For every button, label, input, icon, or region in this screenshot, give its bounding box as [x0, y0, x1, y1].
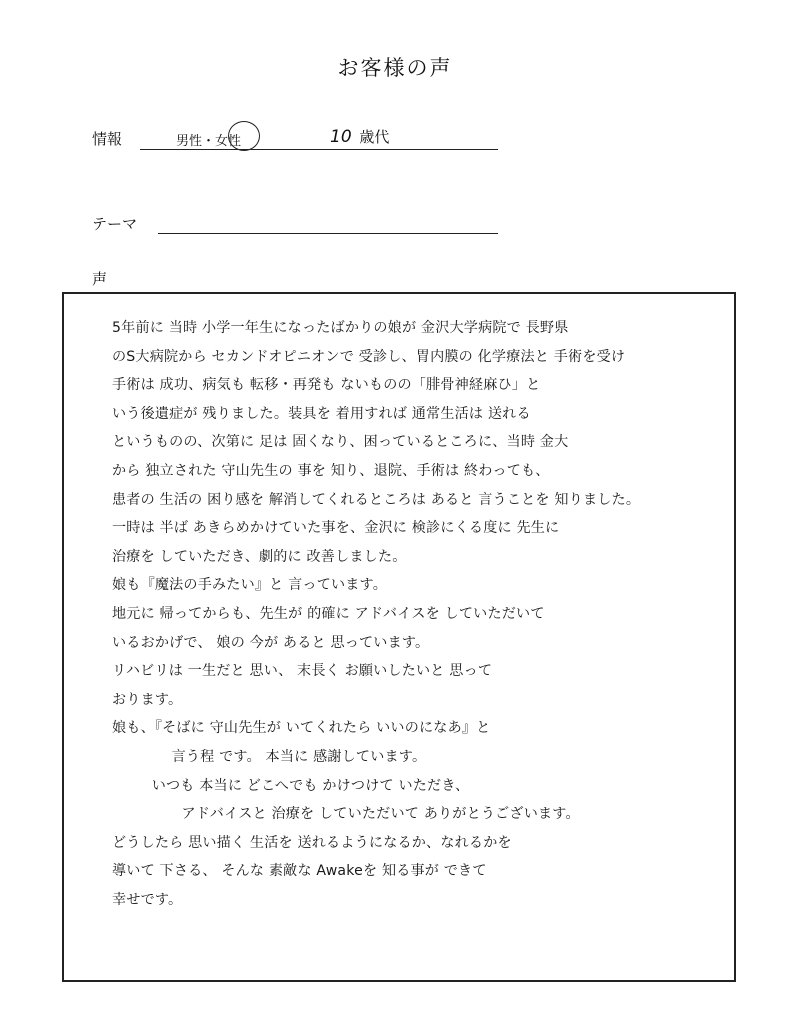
info-underline [140, 149, 498, 150]
info-label: 情報 [92, 130, 123, 148]
handwritten-line: いつも 本当に どこへでも かけつけて いただき、 [151, 777, 470, 794]
handwritten-line: 一時は 半ば あきらめかけていた事を、金沢に 検診にくる度に 先生に [112, 520, 560, 537]
theme-label: テーマ [92, 215, 138, 233]
handwritten-line: のS大病院から セカンドオピニオンで 受診し、胃内膜の 化学療法と 手術を受け [112, 348, 626, 365]
handwritten-line: おります。 [112, 691, 183, 708]
handwritten-line: 娘も『魔法の手みたい』と 言っています。 [112, 577, 388, 594]
gender-options: 男性・女性 [176, 134, 242, 149]
handwritten-testimonial [112, 314, 722, 914]
handwritten-line: どうしたら 思い描く 生活を 送れるようになるか、なれるかを [112, 834, 512, 851]
handwritten-line: リハビリは 一生だと 思い、 末長く お願いしたいと 思って [112, 663, 493, 680]
handwritten-line: 娘も、『そばに 守山先生が いてくれたら いいのになあ』と [112, 720, 491, 737]
gender-selection-circle [228, 121, 260, 151]
voice-label: 声 [92, 270, 108, 288]
handwritten-line: 患者の 生活の 困り感を 解消してくれるところは あると 言うことを 知りました。 [112, 491, 641, 508]
handwritten-line: 5年前に 当時 小学一年生になったばかりの娘が 金沢大学病院で 長野県 [112, 320, 569, 336]
age-unit: 歳代 [359, 128, 390, 146]
handwritten-line: 治療を していただき、劇的に 改善しました。 [112, 548, 407, 565]
age-value: 10 [330, 127, 352, 147]
handwritten-line: いう後遺症が 残りました。装具を 着用すれば 通常生活は 送れる [112, 405, 531, 422]
form-title: お客様の声 [337, 56, 453, 80]
handwritten-line: 言う程 です。 本当に 感謝しています。 [171, 748, 427, 765]
handwritten-line: 手術は 成功、病気も 転移・再発も ないものの「腓骨神経麻ひ」と [112, 377, 541, 394]
handwritten-line: というものの、次第に 足は 固くなり、困っているところに、当時 金大 [112, 434, 569, 451]
age-field [330, 126, 389, 147]
theme-underline [158, 233, 498, 234]
handwritten-line: 地元に 帰ってからも、先生が 的確に アドバイスを していただいて [112, 605, 545, 622]
handwritten-line: 導いて 下さる、 そんな 素敵な Awakeを 知る事が できて [112, 863, 487, 880]
handwritten-line: 幸せです。 [112, 891, 183, 908]
handwritten-line: アドバイスと 治療を していただいて ありがとうございます。 [181, 806, 580, 823]
handwritten-line: いるおかげで、 娘の 今が あると 思っています。 [112, 634, 430, 651]
handwritten-line: から 独立された 守山先生の 事を 知り、退院、手術は 終わっても、 [112, 462, 550, 479]
